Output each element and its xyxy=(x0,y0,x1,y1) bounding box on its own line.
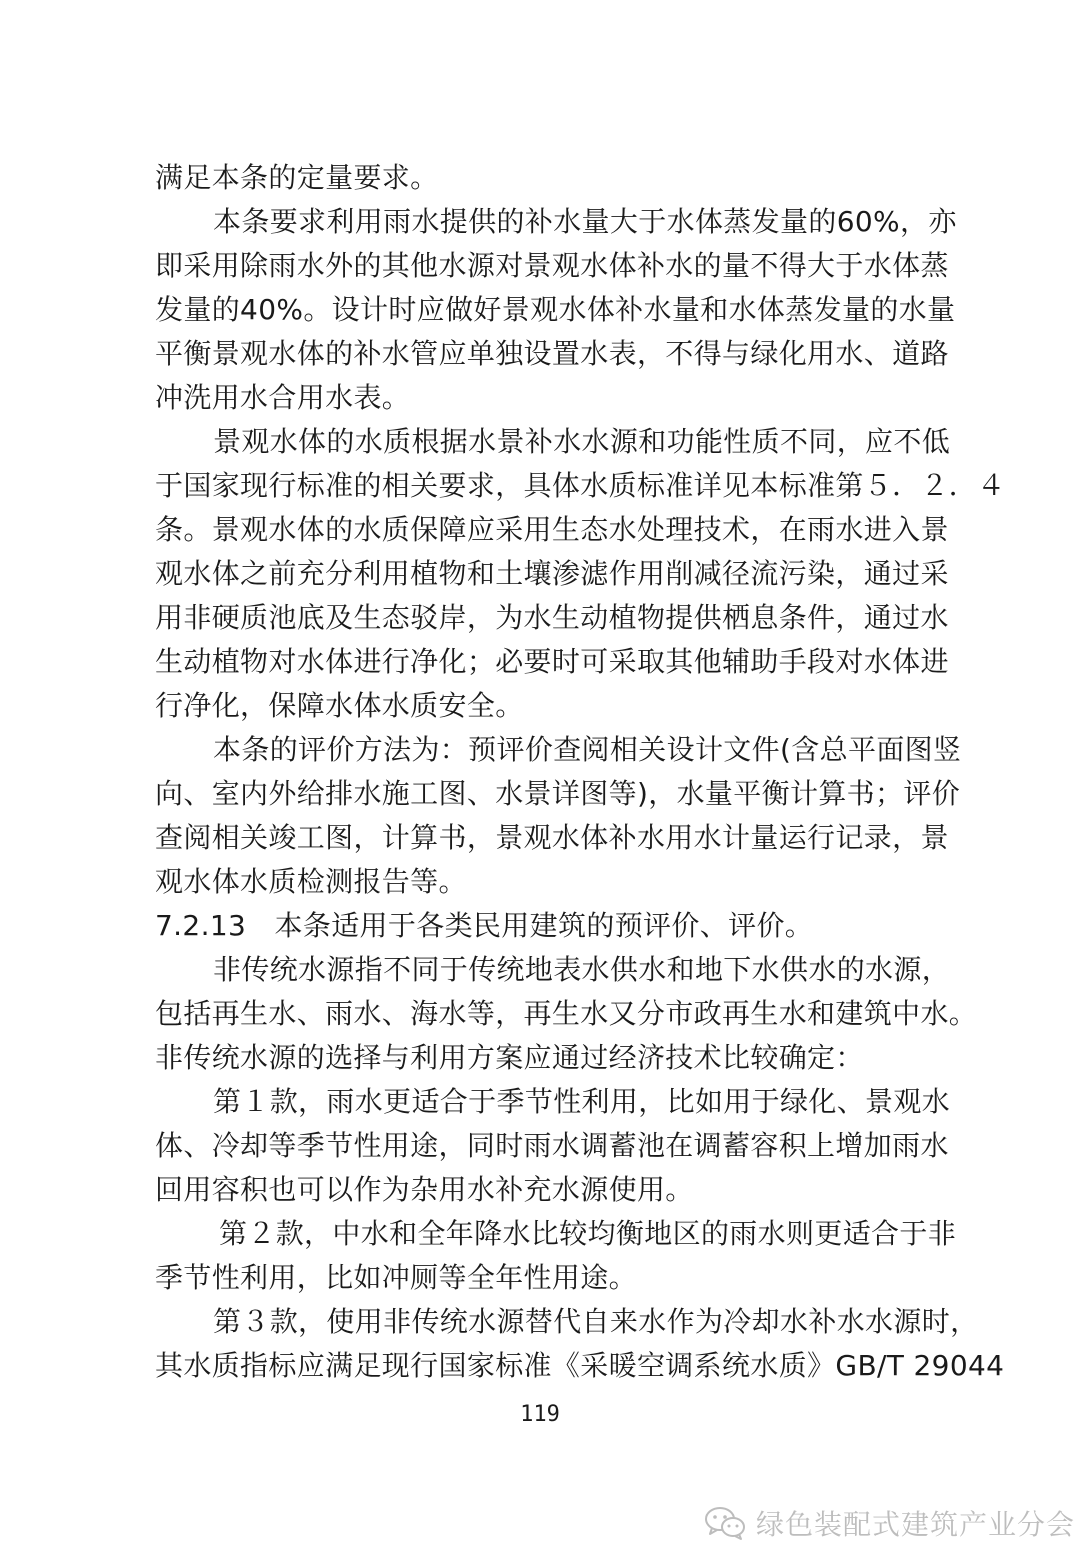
text-line: 发量的40%。设计时应做好景观水体补水量和水体蒸发量的水量 xyxy=(155,293,956,326)
text-line: 非传统水源的选择与利用方案应通过经济技术比较确定： xyxy=(155,1041,864,1074)
text-line: 本条要求利用雨水提供的补水量大于水体蒸发量的60%，亦 xyxy=(213,205,957,238)
text-line: 生动植物对水体进行净化；必要时可采取其他辅助手段对水体进 xyxy=(155,645,949,678)
text-line: 即采用除雨水外的其他水源对景观水体补水的量不得大于水体蒸 xyxy=(155,249,949,282)
text-line: 第２款，中水和全年降水比较均衡地区的雨水则更适合于非 xyxy=(219,1217,957,1250)
watermark xyxy=(704,1503,1075,1543)
text-line: 回用容积也可以作为杂用水补充水源使用。 xyxy=(155,1173,694,1206)
text-line: 体、冷却等季节性用途，同时雨水调蓄池在调蓄容积上增加雨水 xyxy=(155,1129,949,1162)
text-line: 向、室内外给排水施工图、水景详图等)，水量平衡计算书；评价 xyxy=(155,777,961,810)
text-line: 观水体之前充分利用植物和土壤渗滤作用削减径流污染，通过采 xyxy=(155,557,949,590)
text-line: 季节性利用，比如冲厕等全年性用途。 xyxy=(155,1261,637,1294)
watermark-text: 绿色装配式建筑产业分会 xyxy=(756,1508,1076,1541)
text-line: 用非硬质池底及生态驳岸，为水生动植物提供栖息条件，通过水 xyxy=(155,601,949,634)
text-line: 平衡景观水体的补水管应单独设置水表，不得与绿化用水、道路 xyxy=(155,337,949,370)
section-heading: 7.2.13 本条适用于各类民用建筑的预评价、评价。 xyxy=(155,909,814,942)
text-line: 本条的评价方法为：预评价查阅相关设计文件(含总平面图竖 xyxy=(213,733,962,766)
text-line: 包括再生水、雨水、海水等，再生水又分市政再生水和建筑中水。 xyxy=(155,997,978,1030)
text-line: 行净化，保障水体水质安全。 xyxy=(155,689,524,722)
text-line: 冲洗用水合用水表。 xyxy=(155,381,411,414)
text-line: 第１款，雨水更适合于季节性利用，比如用于绿化、景观水 xyxy=(213,1085,951,1118)
text-line: 其水质指标应满足现行国家标准《采暖空调系统水质》GB/T 29044 xyxy=(155,1349,1005,1382)
text-line: 于国家现行标准的相关要求，具体水质标准详见本标准第５．２．４ xyxy=(155,469,1006,502)
text-line: 非传统水源指不同于传统地表水供水和地下水供水的水源， xyxy=(213,953,951,986)
text-line: 条。景观水体的水质保障应采用生态水处理技术，在雨水进入景 xyxy=(155,513,949,546)
text-line: 查阅相关竣工图，计算书，景观水体补水用水计量运行记录，景 xyxy=(155,821,949,854)
text-line: 第３款，使用非传统水源替代自来水作为冷却水补水水源时， xyxy=(213,1305,979,1338)
text-line: 景观水体的水质根据水景补水水源和功能性质不同，应不低 xyxy=(213,425,951,458)
text-line: 满足本条的定量要求。 xyxy=(155,161,439,194)
page-number: 119 xyxy=(520,1402,560,1427)
wechat-icon xyxy=(704,1505,746,1541)
text-line: 观水体水质检测报告等。 xyxy=(155,865,467,898)
